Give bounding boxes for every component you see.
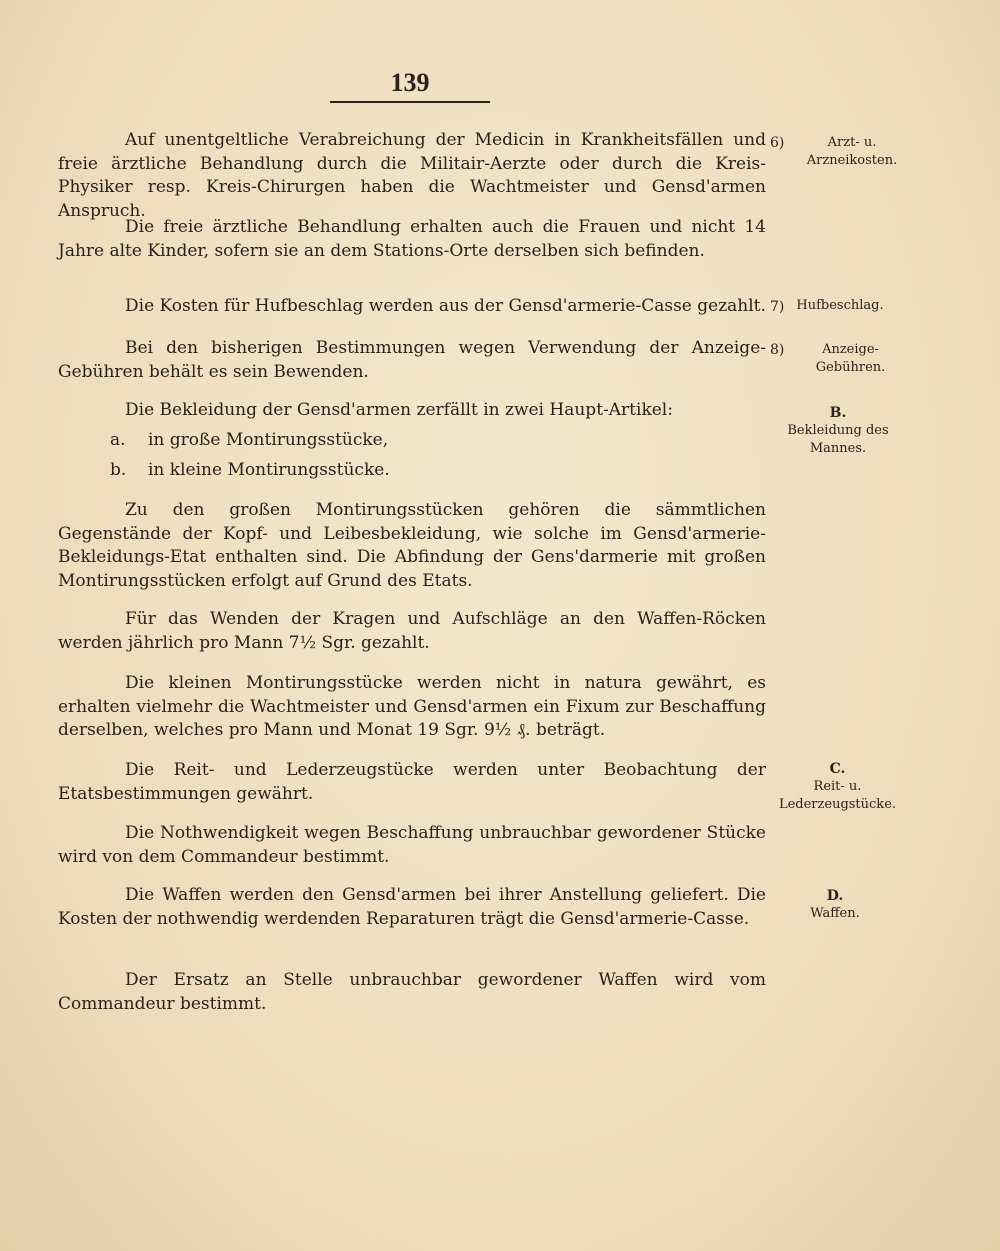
paragraph-text: Auf unentgeltliche Verabreichung der Medicin in Krankheitsfällen und freie ärztliche Behandlung durch die Militair-Aerzte oder durch die Kreis-Physiker resp. Kreis-Chirurgen haben die Wachtmeister und Gensd'armen Anspruch. bbox=[58, 130, 766, 221]
list-item bbox=[110, 429, 388, 452]
paragraph-text: Die Nothwendigkeit wegen Beschaffung unbrauchbar gewordener Stücke wird von dem Commandeur bestimmt. bbox=[58, 823, 766, 867]
margin-note-hufbeschlag bbox=[790, 297, 890, 315]
list-text: in kleine Montirungsstücke. bbox=[148, 460, 390, 480]
header-rule bbox=[330, 101, 490, 103]
margin-note-heading: C. bbox=[829, 761, 846, 777]
paragraph-text: Die Bekleidung der Gensd'armen zerfällt in zwei Haupt-Artikel: bbox=[125, 400, 673, 420]
paragraph-reitzeug bbox=[58, 759, 766, 806]
page-number: 139 bbox=[390, 68, 430, 97]
margin-note-anzeige bbox=[788, 341, 913, 377]
margin-note-arztkosten bbox=[792, 134, 912, 170]
paragraph-text: Die Reit- und Lederzeugstücke werden unter Beobachtung der Etatsbestimmungen gewährt. bbox=[58, 760, 766, 804]
paragraph-nothwendigkeit bbox=[58, 822, 766, 869]
list-text: in große Montirungsstücke, bbox=[148, 430, 389, 450]
margin-note-waffen bbox=[790, 887, 880, 923]
margin-note-text: Waffen. bbox=[810, 906, 860, 921]
paragraph-text: Zu den großen Montirungsstücken gehören die sämmtlichen Gegenstände der Kopf- und Leibesbekleidung, wie solche im Gensd'armerie-Bekleidungs-Etat enthalten sind. Die Abfindung der Gens'darmerie mit großen Montirungsstücken erfolgt auf Grund des Etats. bbox=[58, 500, 766, 591]
paragraph-waffen bbox=[58, 884, 766, 931]
margin-note-heading: D. bbox=[826, 888, 844, 904]
paragraph-hufbeschlag bbox=[58, 295, 766, 319]
paragraph-text: Für das Wenden der Kragen und Aufschläge an den Waffen-Röcken werden jährlich pro Mann 7½ Sgr. gezahlt. bbox=[58, 609, 766, 653]
margin-note-text: Hufbeschlag. bbox=[796, 298, 884, 313]
paragraph-kragen bbox=[58, 608, 766, 655]
paragraph-text: Die kleinen Montirungsstücke werden nicht in natura gewährt, es erhalten vielmehr die Wachtmeister und Gensd'armen ein Fixum zur Beschaffung derselben, welches pro Mann und Monat 19 Sgr. 9½ ₰. beträgt. bbox=[58, 673, 766, 740]
footnote-ref-8: 8) bbox=[770, 342, 785, 358]
paragraph-bekleidung-intro bbox=[58, 399, 766, 423]
paragraph-grosse-montirung bbox=[58, 499, 766, 593]
paragraph-text: Bei den bisherigen Bestimmungen wegen Verwendung der Anzeige-Gebühren behält es sein Bewenden. bbox=[58, 338, 766, 382]
footnote-ref-6: 6) bbox=[770, 135, 785, 151]
margin-note-reitzeug bbox=[770, 760, 905, 814]
list-marker: b. bbox=[110, 460, 127, 480]
paragraph-text: Die Kosten für Hufbeschlag werden aus der Gensd'armerie-Casse gezahlt. bbox=[125, 296, 766, 316]
paragraph-anzeige bbox=[58, 337, 766, 384]
margin-note-heading: B. bbox=[829, 405, 847, 421]
paragraph-ersatz bbox=[58, 969, 766, 1016]
paragraph-medical bbox=[58, 129, 766, 223]
margin-note-bekleidung bbox=[778, 404, 898, 458]
paragraph-kleine-montirung bbox=[58, 672, 766, 743]
margin-note-text: Bekleidung des Mannes. bbox=[787, 423, 889, 456]
margin-note-text: Arzt- u. Arzneikosten. bbox=[806, 135, 898, 168]
paragraph-family-treatment bbox=[58, 216, 766, 263]
footnote-ref-7: 7) bbox=[770, 299, 785, 315]
paragraph-text: Die freie ärztliche Behandlung erhalten auch die Frauen und nicht 14 Jahre alte Kinder, sofern sie an dem Stations-Orte derselben sich befinden. bbox=[58, 217, 766, 261]
paragraph-text: Der Ersatz an Stelle unbrauchbar gewordener Waffen wird vom Commandeur bestimmt. bbox=[58, 970, 766, 1014]
paragraph-text: Die Waffen werden den Gensd'armen bei ihrer Anstellung geliefert. Die Kosten der nothwendig werdenden Reparaturen trägt die Gensd'armerie-Casse. bbox=[58, 885, 766, 929]
margin-note-text: Anzeige-Gebühren. bbox=[815, 342, 886, 375]
margin-note-text: Reit- u. Lederzeugstücke. bbox=[778, 779, 897, 812]
list-item bbox=[110, 459, 390, 482]
list-marker: a. bbox=[110, 430, 126, 450]
